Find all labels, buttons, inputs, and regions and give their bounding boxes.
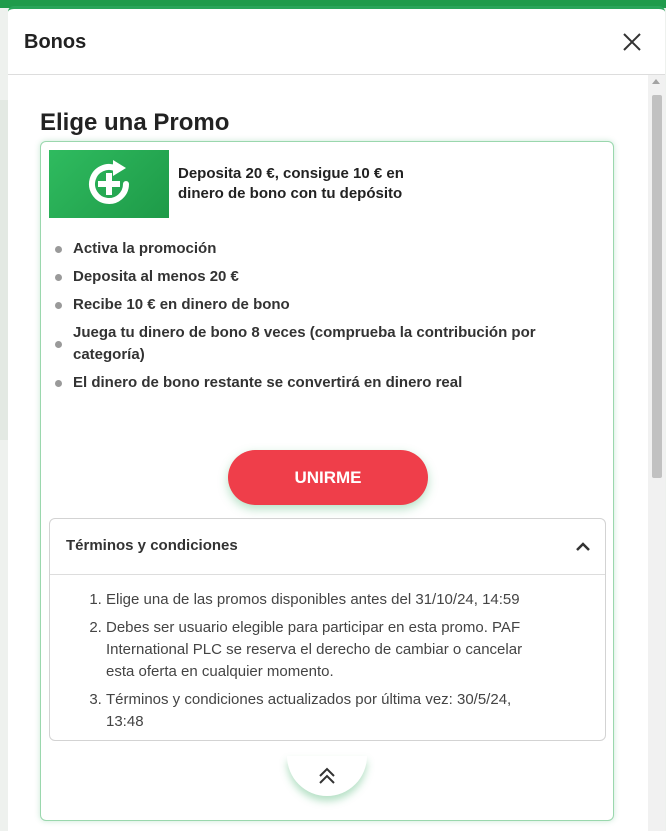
close-button[interactable] — [617, 27, 647, 57]
join-button[interactable]: UNIRME — [228, 450, 428, 505]
terms-header[interactable] — [50, 519, 605, 575]
section-title: Elige una Promo — [40, 109, 230, 136]
promo-step: Deposita al menos 20 € — [53, 266, 593, 288]
terms-item: 2. Debes ser usuario elegible para participar en esta promo. PAF International PLC se reserva el derecho de cambiar o cancelar esta oferta en cualquier momento. — [106, 617, 546, 683]
scroll-top-button[interactable] — [287, 756, 367, 796]
background-page-edge — [0, 100, 8, 440]
terms-item: 3. Términos y condiciones actualizados por última vez: 30/5/24, 13:48 — [106, 689, 546, 733]
promo-step: Juega tu dinero de bono 8 veces (comprueba la contribución por categoría) — [53, 322, 593, 366]
terms-accordion — [49, 518, 606, 741]
scrollbar-thumb[interactable] — [652, 95, 662, 478]
scrollbar-up-arrow[interactable] — [652, 79, 660, 84]
promo-step: Recibe 10 € en dinero de bono — [53, 294, 593, 316]
modal-header — [8, 9, 665, 75]
modal-content — [8, 75, 648, 831]
chevron-up-icon — [573, 537, 593, 557]
promo-banner — [49, 150, 169, 218]
promo-step: El dinero de bono restante se convertirá en dinero real — [53, 372, 593, 394]
bonos-modal — [8, 6, 665, 831]
modal-scrollbar[interactable] — [648, 75, 665, 831]
modal-title: Bonos — [24, 31, 87, 53]
promo-step: Activa la promoción — [53, 238, 593, 260]
promo-steps — [53, 238, 593, 400]
terms-list — [106, 589, 546, 739]
close-icon — [622, 32, 642, 52]
double-chevron-up-icon — [316, 765, 338, 787]
terms-toggle-button[interactable] — [573, 537, 593, 557]
promo-headline: Deposita 20 €, consigue 10 € en dinero de bono con tu depósito — [178, 165, 404, 202]
terms-title: Términos y condiciones — [66, 537, 238, 554]
terms-item: 1. Elige una de las promos disponibles antes del 31/10/24, 14:59 — [106, 589, 546, 611]
refresh-plus-icon — [82, 157, 136, 211]
promo-card — [40, 141, 614, 821]
